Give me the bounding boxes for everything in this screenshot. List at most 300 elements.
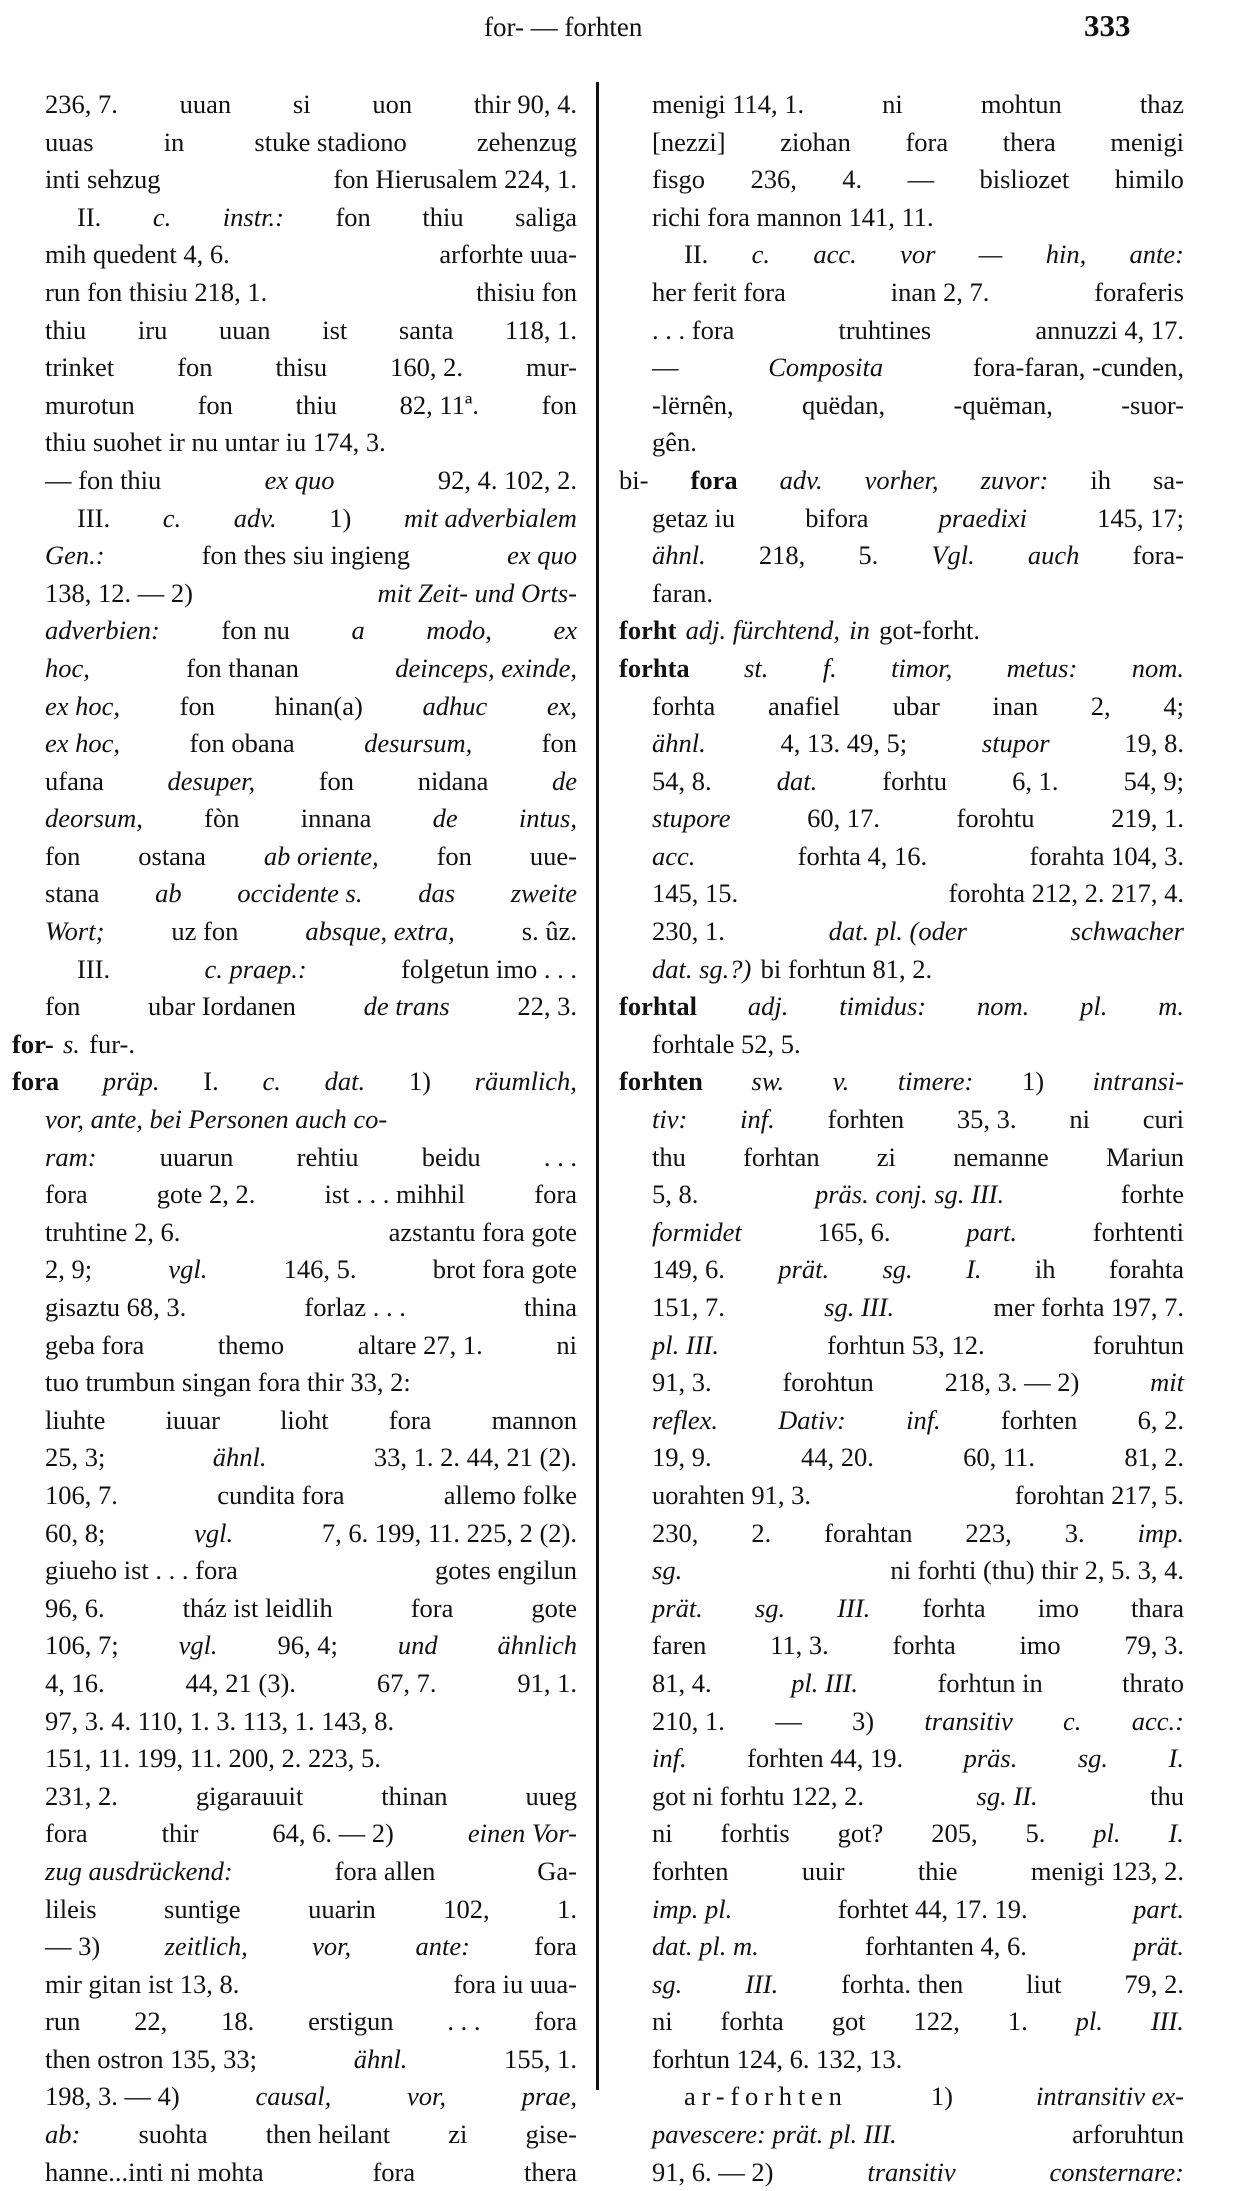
italic-text: formidet: [652, 1216, 742, 1247]
text-line: [652, 1477, 1184, 1515]
italic-text: deinceps, exinde,: [395, 652, 577, 683]
text-segment: ni: [882, 89, 903, 119]
text-line: [45, 575, 577, 613]
italic-text: Vgl.: [931, 540, 975, 571]
text-line: [652, 2116, 1184, 2154]
italic-text: prät.: [652, 1592, 703, 1623]
text-segment: mer forhta 197, 7.: [993, 1292, 1184, 1322]
text-line: [652, 2003, 1184, 2041]
italic-text: I.: [1168, 1818, 1184, 1849]
italic-text: ante:: [1129, 239, 1184, 270]
text-segment: 19, 8.: [1124, 728, 1184, 759]
text-segment: —: [907, 164, 935, 195]
text-segment: 1): [1021, 1066, 1045, 1097]
italic-text: c. praep.:: [204, 953, 307, 984]
text-segment: 3.: [1064, 1517, 1085, 1548]
text-segment: uuarin: [308, 1893, 376, 1924]
headword: forhtal: [619, 991, 698, 1022]
text-segment: forhta 4, 16.: [797, 840, 928, 871]
text-segment: 54, 9;: [1123, 765, 1184, 796]
text-segment: hanne...inti ni mohta: [45, 2156, 264, 2187]
italic-text: inf.: [906, 1404, 941, 1435]
italic-text: pavescere: prät. pl. III.: [652, 2119, 897, 2150]
text-line: [45, 1402, 577, 1440]
text-segment: lioht: [280, 1404, 329, 1435]
italic-text: reflex.: [652, 1404, 718, 1435]
text-segment: got?: [837, 1818, 884, 1849]
text-segment: thiu: [45, 314, 87, 345]
italic-text: sw.: [751, 1066, 785, 1097]
text-segment: mir gitan ist 13, 8.: [45, 1968, 240, 1999]
headword: forhta: [619, 652, 690, 683]
text-line: [652, 1928, 1184, 1966]
text-segment: fon thanan: [186, 652, 299, 683]
italic-text: ähnl.: [652, 540, 706, 571]
text-segment: nemanne: [953, 1141, 1049, 1172]
italic-text: einen Vor-: [467, 1818, 577, 1849]
text-segment: fon: [436, 840, 472, 871]
text-segment: 81, 2.: [1124, 1442, 1184, 1473]
text-segment: fora: [45, 1179, 88, 1210]
right-column: [619, 86, 1184, 2191]
italic-text: imp. pl.: [652, 1893, 733, 1924]
text-segment: 5.: [1025, 1818, 1046, 1849]
text-line: [652, 1552, 1184, 1590]
italic-text: prät.: [1133, 1931, 1184, 1962]
text-segment: 205,: [931, 1818, 978, 1849]
text-segment: tuo trumbun singan fora thir 33, 2:: [45, 1367, 411, 1398]
text-segment: fora-faran, -cunden,: [972, 352, 1184, 383]
text-segment: [nezzi]: [652, 126, 726, 157]
text-segment: 97, 3. 4. 110, 1. 3. 113, 1. 143, 8.: [45, 1705, 395, 1736]
text-line: [652, 838, 1184, 876]
text-segment: themo: [217, 1329, 285, 1360]
text-segment: forohtu: [956, 803, 1035, 834]
text-line: [652, 2154, 1184, 2191]
italic-text: dat.: [324, 1066, 366, 1097]
text-segment: 6, 1.: [1012, 765, 1059, 796]
italic-text: c.: [152, 201, 172, 232]
italic-text: pl. III.: [652, 1329, 719, 1360]
text-line: [652, 1665, 1184, 1703]
text-segment: uz fon: [171, 916, 239, 947]
text-segment: -suor-: [1121, 389, 1184, 420]
text-segment: inti sehzug: [45, 164, 161, 195]
text-line: [45, 612, 577, 650]
text-segment: menigi 114, 1.: [652, 89, 805, 119]
text-segment: 81, 4.: [652, 1667, 712, 1698]
text-line: [45, 800, 577, 838]
text-segment: erstigun: [308, 2006, 394, 2037]
text-segment: forhten: [827, 1104, 905, 1135]
italic-text: Composita: [768, 352, 884, 383]
text-segment: 151, 7.: [652, 1292, 725, 1322]
text-segment: faren: [652, 1630, 707, 1661]
text-line: [45, 86, 577, 124]
text-segment: ist . . . mihhil: [324, 1179, 466, 1210]
text-segment: fon: [177, 352, 213, 383]
italic-text: III.: [1150, 2006, 1184, 2037]
text-segment: forhtanten 4, 6.: [865, 1931, 1027, 1962]
text-segment: fon: [541, 389, 577, 420]
italic-text: vorher,: [864, 464, 939, 495]
text-line: [45, 1815, 577, 1853]
text-segment: 102,: [443, 1893, 490, 1924]
text-segment: fora: [372, 2156, 416, 2187]
text-line: [652, 1515, 1184, 1553]
left-column: [12, 86, 577, 2191]
italic-text: ex hoc,: [45, 728, 121, 759]
italic-text: das: [418, 878, 456, 909]
italic-text: instr.:: [222, 201, 284, 232]
text-segment: brot fora gote: [432, 1254, 577, 1285]
text-segment: cundita fora: [217, 1479, 345, 1510]
text-segment: 210, 1.: [652, 1705, 725, 1736]
italic-text: c.: [162, 502, 182, 533]
headword: fora: [12, 1066, 60, 1097]
text-segment: forlaz . . .: [304, 1292, 406, 1322]
text-line: [652, 1364, 1184, 1402]
text-segment: ist: [322, 314, 348, 345]
text-segment: suntige: [164, 1893, 241, 1924]
text-line: [45, 1552, 577, 1590]
text-segment: 146, 5.: [283, 1254, 357, 1285]
text-line: [652, 1740, 1184, 1778]
text-segment: gên.: [652, 427, 697, 458]
text-segment: 218,: [758, 540, 806, 571]
text-segment: her ferit fora: [652, 276, 786, 307]
text-line: [45, 988, 577, 1026]
text-line: [652, 575, 1184, 613]
text-segment: 60, 8;: [45, 1517, 106, 1548]
text-segment: run: [45, 2006, 81, 2037]
italic-text: absque, extra,: [305, 916, 455, 947]
text-segment: gote: [531, 1592, 577, 1623]
text-segment: innana: [300, 803, 372, 834]
text-segment: I.: [203, 1066, 219, 1097]
text-line: [45, 199, 577, 237]
text-line: [45, 2116, 577, 2154]
italic-text: nom.: [976, 991, 1030, 1022]
text-segment: truhtines: [838, 314, 932, 345]
text-segment: 5, 8.: [652, 1179, 699, 1210]
text-segment: 118, 1.: [505, 314, 577, 345]
italic-text: intus,: [518, 803, 577, 834]
italic-text: c.: [1063, 1705, 1082, 1736]
text-segment: 1): [408, 1066, 431, 1097]
text-line: [45, 1176, 577, 1214]
text-segment: fon: [179, 690, 215, 721]
italic-text: adv.: [779, 464, 823, 495]
text-segment: . . . fora: [652, 314, 735, 345]
text-line: [619, 462, 1184, 500]
italic-text: sg.: [882, 1254, 913, 1285]
text-segment: 1): [930, 2081, 953, 2112]
text-segment: 91, 3.: [652, 1367, 712, 1398]
text-line: [45, 424, 577, 462]
text-segment: forhtun 124, 6. 132, 13.: [652, 2043, 903, 2074]
text-line: [45, 462, 577, 500]
text-segment: thinan: [381, 1780, 448, 1811]
text-segment: azstantu fora gote: [388, 1216, 577, 1247]
text-segment: 54, 8.: [652, 765, 712, 796]
italic-text: ab:: [45, 2119, 81, 2150]
text-segment: fon: [197, 389, 233, 420]
text-line: [652, 913, 1184, 951]
text-line: [652, 1590, 1184, 1628]
text-line: [652, 1703, 1184, 1741]
text-segment: 1.: [557, 1893, 577, 1924]
italic-text: sg.: [652, 1555, 683, 1586]
text-segment: 4;: [1163, 690, 1184, 721]
text-segment: 60, 11.: [963, 1442, 1036, 1473]
text-line: [652, 1815, 1184, 1853]
text-segment: imo: [1019, 1630, 1061, 1661]
text-segment: thisiu fon: [476, 276, 577, 307]
italic-text: desuper,: [167, 765, 256, 796]
text-segment: thrato: [1122, 1667, 1184, 1698]
italic-text: vor,: [407, 2081, 447, 2112]
italic-text: zeitlich,: [164, 1931, 248, 1962]
text-segment: fon: [45, 991, 81, 1022]
italic-text: desursum,: [364, 728, 473, 759]
text-segment: fon: [318, 765, 355, 796]
text-segment: uorahten 91, 3.: [652, 1479, 811, 1510]
text-segment: geba fora: [45, 1329, 145, 1360]
text-segment: ni: [1069, 1104, 1090, 1135]
italic-text: ab oriente,: [263, 840, 379, 871]
text-segment: iuuar: [165, 1404, 220, 1435]
text-segment: got: [831, 2006, 866, 2037]
italic-text: acc.: [652, 840, 696, 871]
text-segment: sa-: [1153, 464, 1184, 495]
text-segment: 91, 6. — 2): [652, 2156, 774, 2187]
text-line: [652, 951, 1184, 989]
italic-text: ram:: [45, 1141, 97, 1172]
italic-text: ex: [553, 615, 577, 646]
text-segment: 230,: [652, 1517, 699, 1548]
headword: forhten: [619, 1066, 703, 1097]
text-segment: thiu suohet ir nu untar iu 174, 3.: [45, 427, 386, 458]
text-segment: uue-: [529, 840, 577, 871]
text-line: [45, 1853, 577, 1891]
italic-text: transitiv: [924, 1705, 1013, 1736]
text-line: [652, 537, 1184, 575]
italic-text: vgl.: [168, 1254, 208, 1285]
text-segment: forahta: [1108, 1254, 1184, 1285]
text-line: [652, 1402, 1184, 1440]
italic-text: adj. fürchtend,: [685, 615, 840, 646]
text-segment: 2,: [1090, 690, 1111, 721]
italic-text: de: [432, 803, 458, 834]
text-line: [652, 1627, 1184, 1665]
text-segment: s. ûz.: [521, 916, 577, 947]
text-line: [652, 1214, 1184, 1252]
italic-text: ex,: [546, 690, 577, 721]
text-segment: —: [652, 352, 679, 383]
text-segment: forohtun: [782, 1367, 874, 1398]
text-segment: 64, 6. — 2): [272, 1818, 394, 1849]
text-segment: 106, 7;: [45, 1630, 119, 1661]
text-segment: 4.: [842, 164, 863, 195]
text-segment: fora: [410, 1592, 454, 1623]
text-segment: uuas: [45, 126, 94, 157]
text-segment: saliga: [515, 201, 577, 232]
text-segment: allemo folke: [443, 1479, 577, 1510]
text-segment: imo: [1037, 1592, 1079, 1623]
text-line: [45, 763, 577, 801]
text-segment: 96, 6.: [45, 1592, 105, 1623]
italic-text: part.: [1133, 1893, 1184, 1924]
text-line: [652, 1778, 1184, 1816]
text-line: [652, 236, 1184, 274]
text-segment: then ostron 135, 33;: [45, 2043, 257, 2074]
text-segment: altare 27, 1.: [357, 1329, 483, 1360]
text-segment: fora: [905, 126, 949, 157]
text-segment: 82, 11ª.: [399, 389, 479, 420]
italic-text: hoc,: [45, 652, 90, 683]
text-line: [45, 236, 577, 274]
text-line: [45, 650, 577, 688]
text-line: [652, 1251, 1184, 1289]
text-line: [45, 1590, 577, 1628]
text-segment: 18.: [221, 2006, 255, 2037]
text-segment: mohtun: [980, 89, 1062, 119]
italic-text: ähnl.: [353, 2043, 408, 2074]
text-segment: 231, 2.: [45, 1780, 118, 1811]
italic-text: prät.: [778, 1254, 830, 1285]
italic-text: mit adverbialem: [404, 502, 577, 533]
text-segment: forhtis: [720, 1818, 790, 1849]
text-segment: 79, 2.: [1124, 1968, 1184, 1999]
text-segment: 149, 6.: [652, 1254, 725, 1285]
text-segment: gigarauuit: [195, 1780, 304, 1811]
text-line: [652, 500, 1184, 538]
text-segment: thiu: [295, 389, 337, 420]
text-segment: . . .: [543, 1141, 577, 1172]
text-line: [619, 1063, 1184, 1101]
text-line: [652, 875, 1184, 913]
text-segment: thisu: [275, 352, 328, 383]
italic-text: vor,: [312, 1931, 352, 1962]
text-segment: nidana: [417, 765, 489, 796]
italic-text: in: [849, 615, 870, 646]
text-segment: trinket: [45, 352, 115, 383]
italic-text: stupor: [981, 728, 1050, 759]
text-segment: fora iu uua-: [453, 1968, 577, 1999]
text-segment: II.: [77, 201, 102, 232]
text-segment: fon obana: [189, 728, 295, 759]
italic-text: v.: [832, 1066, 850, 1097]
text-segment: folgetun imo . . .: [401, 953, 577, 984]
text-line: [45, 1439, 577, 1477]
text-line: [45, 312, 577, 350]
italic-text: inf.: [652, 1743, 687, 1774]
text-line: [45, 688, 577, 726]
text-segment: uuan: [219, 314, 271, 345]
italic-text: part.: [966, 1216, 1017, 1247]
text-segment: 25, 3;: [45, 1442, 106, 1473]
text-segment: santa: [398, 314, 454, 345]
text-line: [45, 2003, 577, 2041]
text-segment: inan 2, 7.: [890, 276, 990, 307]
italic-text: c.: [751, 239, 771, 270]
text-line: [45, 1778, 577, 1816]
text-segment: thera: [524, 2156, 577, 2187]
text-segment: uon: [372, 89, 413, 119]
text-segment: forhta: [892, 1630, 956, 1661]
text-line: [652, 312, 1184, 350]
text-segment: 44, 21 (3).: [185, 1667, 296, 1698]
text-line: [652, 2041, 1184, 2079]
text-segment: zi: [448, 2119, 468, 2150]
text-line: [619, 650, 1184, 688]
text-segment: thaz: [1139, 89, 1184, 119]
italic-text: intransi-: [1092, 1066, 1184, 1097]
italic-text: m.: [1158, 991, 1184, 1022]
text-line: [45, 1928, 577, 1966]
text-segment: annuzzi 4, 17.: [1035, 314, 1184, 345]
text-line: [45, 1703, 577, 1741]
text-segment: 22, 3.: [517, 991, 577, 1022]
text-segment: 230, 1.: [652, 916, 725, 947]
column-divider: [596, 82, 599, 2090]
text-segment: 4, 16.: [45, 1667, 105, 1698]
italic-text: ex quo: [507, 540, 577, 571]
text-segment: fon: [45, 840, 81, 871]
text-segment: hinan(a): [274, 690, 363, 721]
text-line: [652, 1026, 1184, 1064]
headword: fora: [690, 464, 738, 495]
text-segment: rehtiu: [296, 1141, 359, 1172]
italic-text: I.: [1168, 1743, 1184, 1774]
text-line: [652, 1891, 1184, 1929]
text-segment: 91, 1.: [517, 1667, 577, 1698]
text-segment: -quëman,: [953, 389, 1053, 420]
text-segment: anafiel: [767, 690, 841, 721]
text-line: [45, 1665, 577, 1703]
italic-text: —: [978, 239, 1003, 270]
text-segment: fon Hierusalem 224, 1.: [333, 164, 577, 195]
text-segment: thara: [1131, 1592, 1184, 1623]
text-segment: mur-: [526, 352, 577, 383]
text-segment: fora-: [1132, 540, 1184, 571]
italic-text: timidus:: [839, 991, 927, 1022]
italic-text: inf.: [740, 1104, 775, 1135]
text-segment: 22,: [134, 2006, 168, 2037]
text-segment: Mariun: [1105, 1141, 1184, 1172]
text-segment: ostana: [138, 840, 206, 871]
text-line: [652, 763, 1184, 801]
page-number: 333: [1084, 8, 1131, 43]
text-line: [12, 1063, 577, 1101]
text-segment: fora: [534, 2006, 577, 2037]
italic-text: I.: [966, 1254, 982, 1285]
text-segment: 67, 7.: [376, 1667, 437, 1698]
italic-text: intransitiv ex-: [1036, 2081, 1184, 2112]
text-segment: 5.: [858, 540, 879, 571]
text-segment: forohtan 217, 5.: [1014, 1479, 1184, 1510]
text-segment: bi forhtun 81, 2.: [760, 953, 933, 984]
text-segment: arforuhtun: [1072, 2119, 1184, 2150]
text-line: [652, 1327, 1184, 1365]
text-line: [652, 1439, 1184, 1477]
italic-text: pl.: [1080, 991, 1108, 1022]
text-segment: fora: [534, 1931, 577, 1962]
text-segment: liuhte: [45, 1404, 106, 1435]
text-line: [45, 500, 577, 538]
italic-text: sg. II.: [976, 1780, 1038, 1811]
